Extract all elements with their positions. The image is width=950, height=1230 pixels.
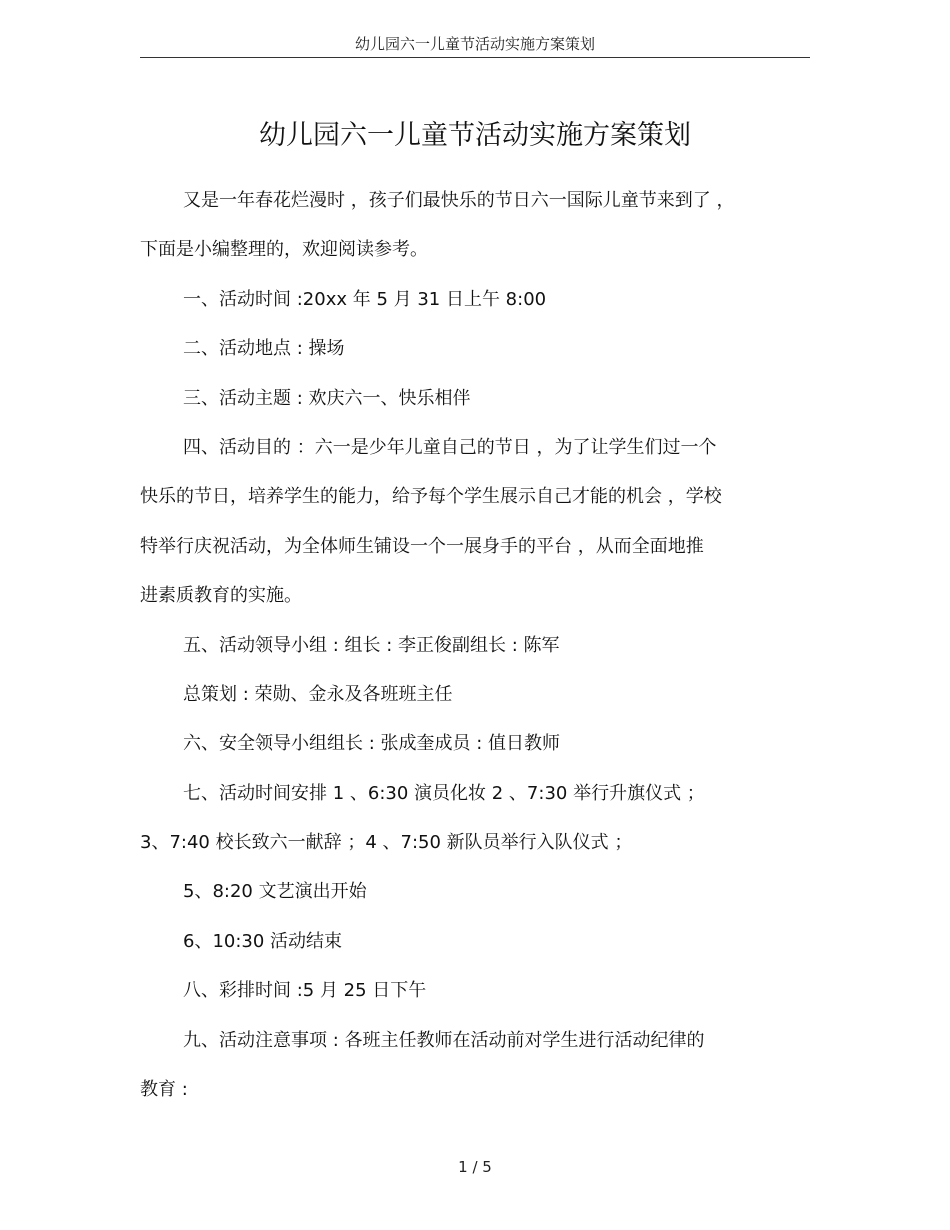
body-line: 教育 : [140,1079,188,1101]
body-line: 快乐的节日，培养学生的能力，给予每个学生展示自己才能的机会 ，学校 [140,486,722,508]
body-line: 五、活动领导小组 : 组长 : 李正俊副组长 : 陈军 [183,634,560,656]
body-line: 6、10:30 活动结束 [183,930,343,952]
body-line: 3、7:40 校长致六一献辞 ；4 、7:50 新队员举行入队仪式 ； [140,832,633,854]
body-line: 一、活动时间 :20xx 年 5 月 31 日上午 8:00 [183,288,547,310]
running-header: 幼儿园六一儿童节活动实施方案策划 [354,35,595,53]
body-line: 又是一年春花烂漫时 ，孩子们最快乐的节日六一国际儿童节来到了 ， [183,190,735,211]
header-rule [140,57,810,58]
body-line: 九、活动注意事项 : 各班主任教师在活动前对学生进行活动纪律的 [183,1029,705,1051]
body-line: 四、活动目的 ：六一是少年儿童自己的节日 ，为了让学生们过一个 [183,436,717,458]
body-line: 二、活动地点 : 操场 [183,338,345,360]
body-line: 三、活动主题 : 欢庆六一、快乐相伴 [183,387,471,409]
body-line: 总策划 : 荣勋、金永及各班班主任 [183,683,453,705]
body-line: 进素质教育的实施。 [140,585,302,607]
page-number: 1 / 5 [458,1158,492,1176]
body-line: 八、彩排时间 :5 月 25 日下午 [183,980,427,1002]
document-title: 幼儿园六一儿童节活动实施方案策划 [259,120,691,151]
body-line: 特举行庆祝活动，为全体师生铺设一个一展身手的平台 ，从而全面地推 [140,535,704,557]
body-line: 下面是小编整理的，欢迎阅读参考。 [140,239,428,261]
body-text [140,176,816,1114]
body-line: 5、8:20 文艺演出开始 [183,881,367,903]
body-line: 六、安全领导小组组长 : 张成奎成员 : 值日教师 [183,733,561,755]
body-line: 七、活动时间安排 1 、6:30 演员化妆 2 、7:30 举行升旗仪式 ； [183,782,705,804]
